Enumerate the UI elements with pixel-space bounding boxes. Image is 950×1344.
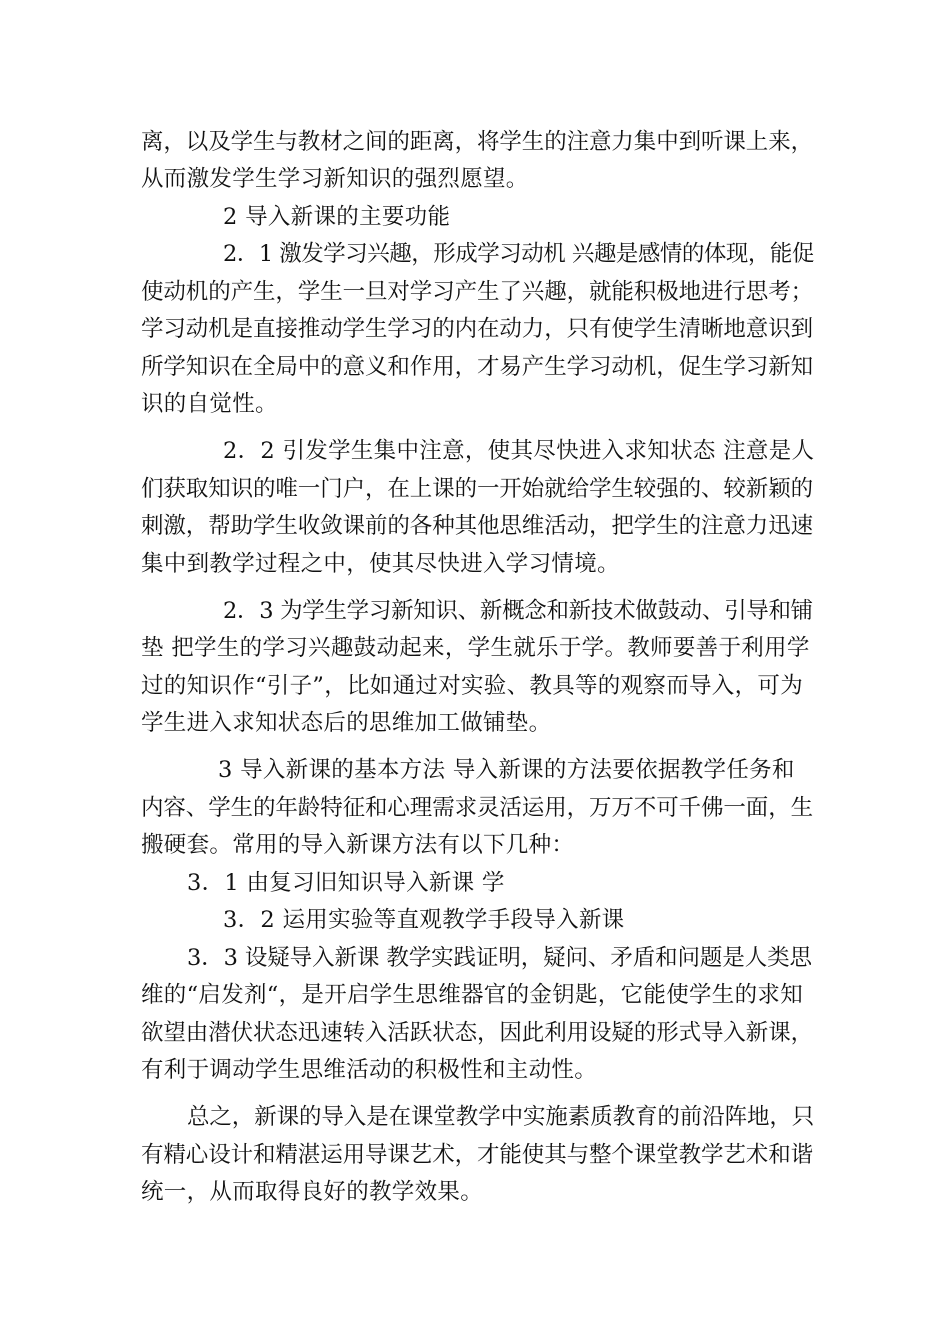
text-line: 有利于调动学生思维活动的积极性和主动性。 [141, 1057, 598, 1083]
text-line: 过的知识作“引子”，比如通过对实验、教具等的观察而导入，可为 [141, 673, 804, 699]
section-heading: 3 导入新课的基本方法 导入新课的方法要依据教学任务和 [218, 757, 795, 783]
section-heading: 2 导入新课的主要功能 [223, 204, 451, 230]
text-line: 欲望由潜伏状态迅速转入活跃状态，因此利用设疑的形式导入新课， [141, 1020, 814, 1046]
text-line: 离，以及学生与教材之间的距离，将学生的注意力集中到听课上来， [141, 129, 814, 155]
text-line: 所学知识在全局中的意义和作用，才易产生学习动机，促生学习新知 [141, 354, 814, 380]
text-line: 统一，从而取得良好的教学效果。 [141, 1179, 484, 1205]
text-line: 有精心设计和精湛运用导课艺术，才能使其与整个课堂教学艺术和谐 [141, 1142, 814, 1168]
subsection-heading: 2．1 激发学习兴趣，形成学习动机 兴趣是感情的体现，能促 [223, 241, 814, 267]
text-line: 刺激，帮助学生收敛课前的各种其他思维活动，把学生的注意力迅速 [141, 513, 814, 539]
text-line: 垫 把学生的学习兴趣鼓动起来，学生就乐于学。教师要善于利用学 [141, 635, 810, 661]
text-line: 总之，新课的导入是在课堂教学中实施素质教育的前沿阵地，只 [187, 1104, 815, 1130]
text-line: 集中到教学过程之中，使其尽快进入学习情境。 [141, 551, 620, 577]
text-line: 们获取知识的唯一门户，在上课的一开始就给学生较强的、较新颖的 [141, 476, 814, 502]
text-line: 学生进入求知状态后的思维加工做铺垫。 [141, 710, 552, 736]
text-line: 学习动机是直接推动学生学习的内在动力，只有使学生清晰地意识到 [141, 316, 814, 342]
text-line: 内容、学生的年龄特征和心理需求灵活运用，万万不可千佛一面，生 [141, 795, 814, 821]
text-line: 从而激发学生学习新知识的强烈愿望。 [141, 166, 529, 192]
subsection-heading: 2．3 为学生学习新知识、新概念和新技术做鼓动、引导和铺 [223, 598, 813, 624]
text-line: 维的“启发剂“，是开启学生思维器官的金钥匙，它能使学生的求知 [141, 982, 804, 1008]
text-line: 搬硬套。常用的导入新课方法有以下几种： [141, 832, 575, 858]
subsection-heading: 3．3 设疑导入新课 教学实践证明，疑问、矛盾和问题是人类思 [187, 945, 812, 971]
subsection-heading: 2．2 引发学生集中注意，使其尽快进入求知状态 注意是人 [223, 438, 815, 464]
text-line: 使动机的产生，学生一旦对学习产生了兴趣，就能积极地进行思考； [141, 279, 814, 305]
text-line: 识的自觉性。 [141, 391, 278, 417]
subsection-heading: 3．2 运用实验等直观教学手段导入新课 [223, 907, 625, 933]
subsection-heading: 3．1 由复习旧知识导入新课 学 [187, 870, 505, 896]
